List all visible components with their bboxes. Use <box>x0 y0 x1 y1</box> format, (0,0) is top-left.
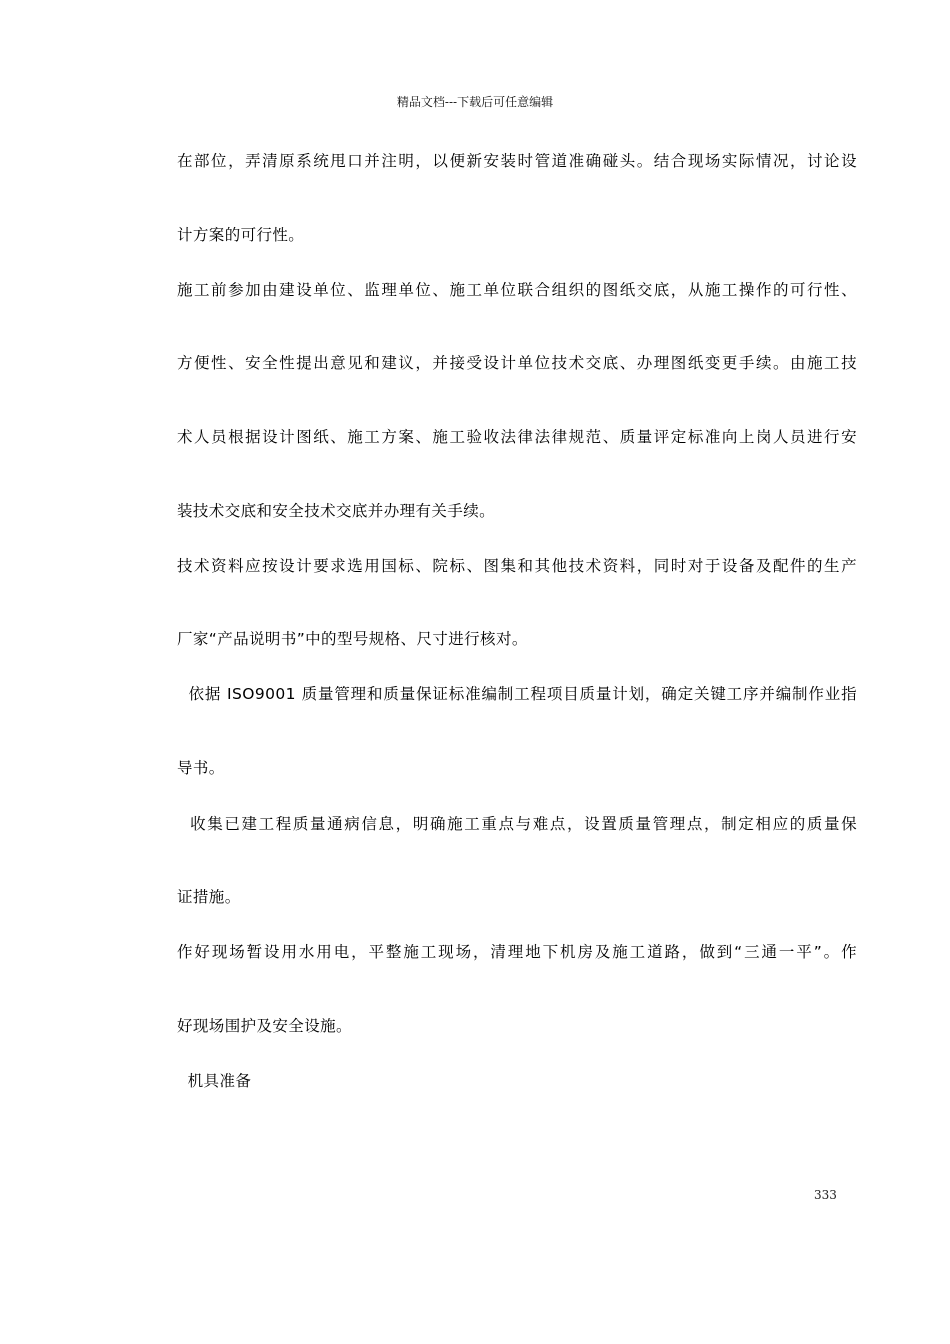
body-line-12: 证措施。 <box>177 888 241 906</box>
body-line-4: 方便性、安全性提出意见和建议，并接受设计单位技术交底、办理图纸变更手续。由施工技 <box>177 354 857 372</box>
body-line-9: 依据 ISO9001 质量管理和质量保证标准编制工程项目质量计划，确定关键工序并编制作业指 <box>177 685 857 703</box>
body-line-11: 收集已建工程质量通病信息，明确施工重点与难点，设置质量管理点，制定相应的质量保 <box>177 815 857 833</box>
body-line-6: 装技术交底和安全技术交底并办理有关手续。 <box>177 502 496 520</box>
body-line-13: 作好现场暂设用水用电，平整施工现场，清理地下机房及施工道路，做到“三通一平”。作 <box>177 943 857 961</box>
body-line-5: 术人员根据设计图纸、施工方案、施工验收法律法律规范、质量评定标准向上岗人员进行安 <box>177 428 857 446</box>
body-line-15: 机具准备 <box>177 1072 252 1090</box>
body-line-1: 在部位，弄清原系统甩口并注明，以便新安装时管道准确碰头。结合现场实际情况，讨论设 <box>177 152 857 170</box>
body-line-14: 好现场围护及安全设施。 <box>177 1017 352 1035</box>
body-line-3: 施工前参加由建设单位、监理单位、施工单位联合组织的图纸交底，从施工操作的可行性、 <box>177 281 857 299</box>
body-line-7: 技术资料应按设计要求选用国标、院标、图集和其他技术资料，同时对于设备及配件的生产 <box>177 557 857 575</box>
page-header: 精品文档---下载后可任意编辑 <box>396 95 554 109</box>
body-line-8: 厂家“产品说明书”中的型号规格、尺寸进行核对。 <box>177 630 528 648</box>
body-line-10: 导书。 <box>177 759 225 777</box>
body-line-2: 计方案的可行性。 <box>177 226 305 244</box>
page-number: 333 <box>814 1188 837 1202</box>
